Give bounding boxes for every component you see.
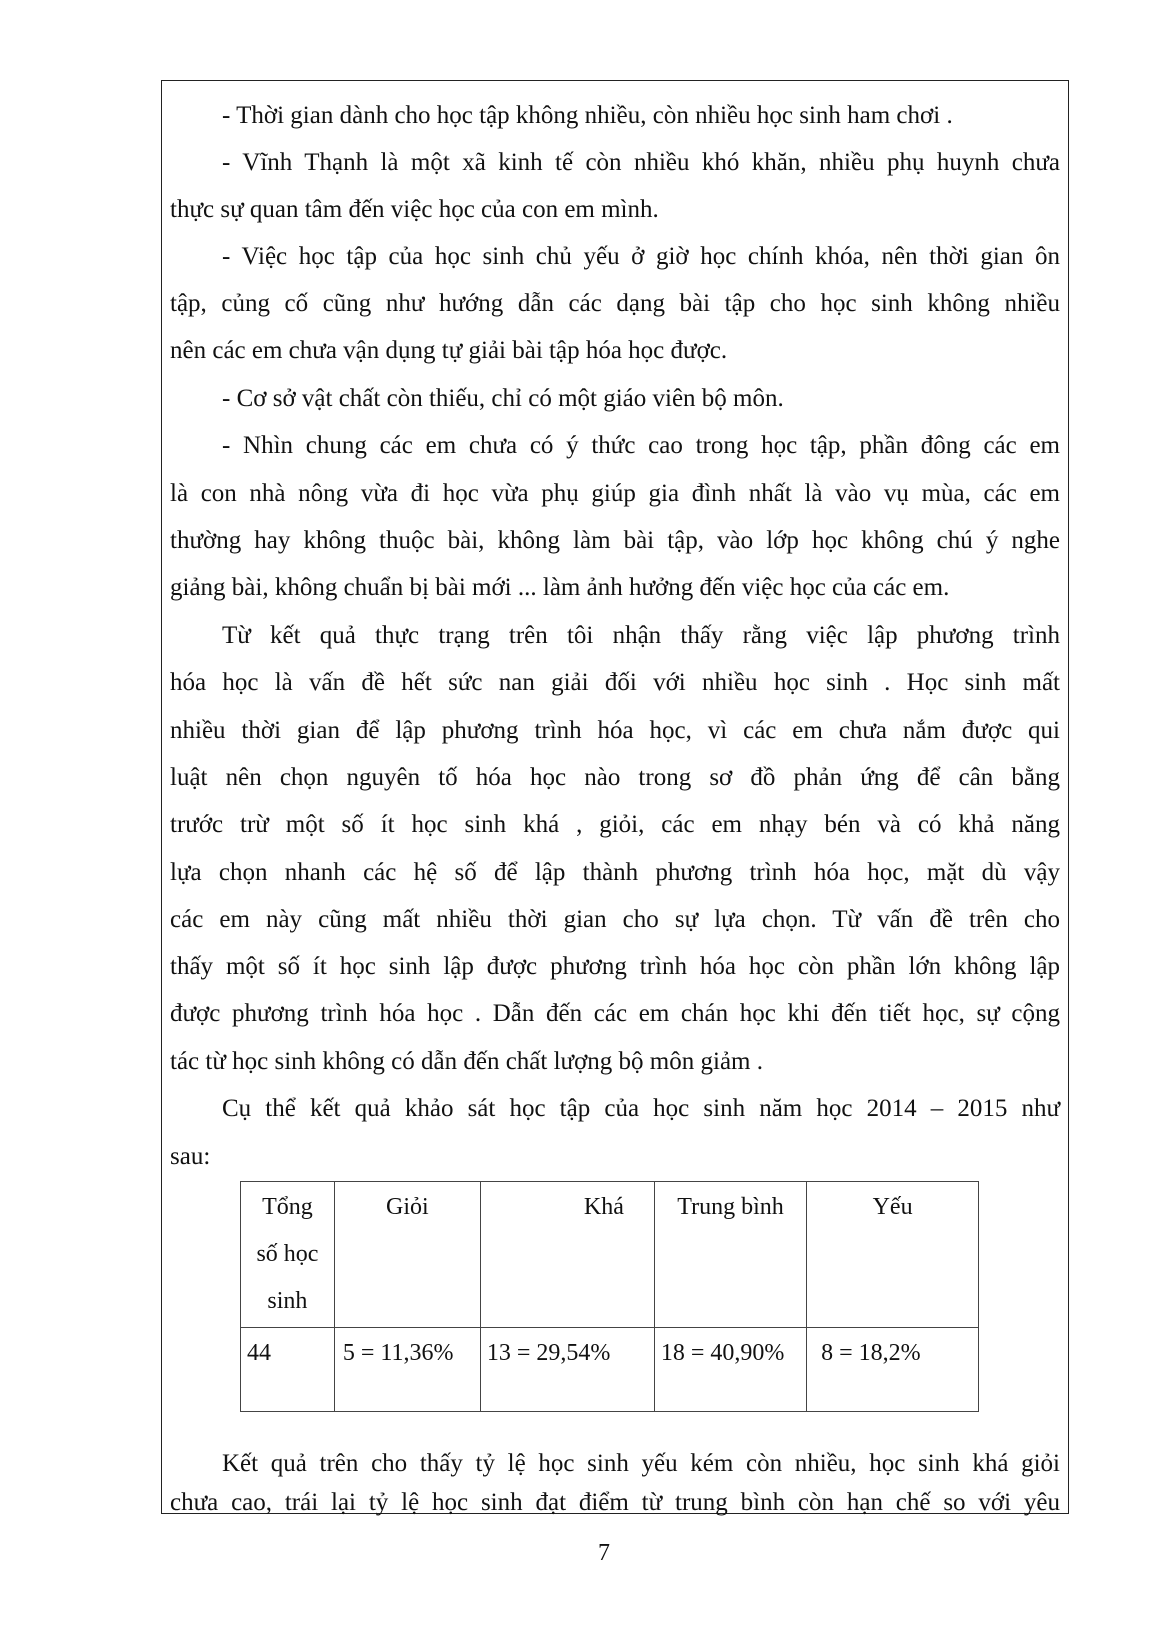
text-line: sau:	[170, 1143, 211, 1170]
text-line: thấy một số ít học sinh lập được phương trình hóa học còn phần lớn không lập	[170, 953, 1060, 980]
header-total-line: số học	[256, 1241, 319, 1267]
text-line: chưa cao, trái lại tỷ lệ học sinh đạt điểm từ trung bình còn hạn chế so với yêu	[170, 1489, 1060, 1516]
text-line: Kết quả trên cho thấy tỷ lệ học sinh yếu kém còn nhiều, học sinh khá giỏi	[222, 1450, 1060, 1477]
table-row	[241, 1328, 979, 1412]
cell-gioi: 5 = 11,36%	[334, 1328, 480, 1412]
text-line: nhiều thời gian để lập phương trình hóa học, vì các em chưa nắm được qui	[170, 717, 1060, 744]
header-total-line: Tổng	[262, 1194, 313, 1220]
text-line: thực sự quan tâm đến việc học của con em mình.	[170, 196, 659, 223]
text-line: thường hay không thuộc bài, không làm bài tập, vào lớp học không chú ý nghe	[170, 527, 1060, 554]
header-cell-trung-binh: Trung bình	[654, 1182, 806, 1328]
text-line: hóa học là vấn đề hết sức nan giải đối với nhiều học sinh . Học sinh mất	[170, 669, 1060, 696]
header-cell-kha: Khá	[480, 1182, 654, 1328]
text-line: - Cơ sở vật chất còn thiếu, chỉ có một giáo viên bộ môn.	[222, 385, 784, 412]
header-cell-gioi: Giỏi	[334, 1182, 480, 1328]
cell-total: 44	[241, 1328, 335, 1412]
text-line: - Việc học tập của học sinh chủ yếu ở giờ học chính khóa, nên thời gian ôn	[222, 243, 1060, 270]
page-number: 7	[598, 1540, 610, 1566]
text-line: được phương trình hóa học . Dẫn đến các em chán học khi đến tiết học, sự cộng	[170, 1000, 1060, 1027]
text-line: tập, củng cố cũng như hướng dẫn các dạng bài tập cho học sinh không nhiều	[170, 290, 1060, 317]
text-line: - Vĩnh Thạnh là một xã kinh tế còn nhiều khó khăn, nhiều phụ huynh chưa	[222, 149, 1060, 176]
text-line: tác từ học sinh không có dẫn đến chất lượng bộ môn giảm .	[170, 1048, 763, 1075]
text-line: là con nhà nông vừa đi học vừa phụ giúp gia đình nhất là vào vụ mùa, các em	[170, 480, 1060, 507]
header-total-line: sinh	[267, 1288, 308, 1314]
survey-results-table	[240, 1181, 979, 1412]
text-line: các em này cũng mất nhiều thời gian cho sự lựa chọn. Từ vấn đề trên cho	[170, 906, 1060, 933]
text-line: Từ kết quả thực trạng trên tôi nhận thấy rằng việc lập phương trình	[222, 622, 1060, 649]
cell-kha: 13 = 29,54%	[480, 1328, 654, 1412]
text-line: trước trừ một số ít học sinh khá , giỏi, các em nhạy bén và có khả năng	[170, 811, 1060, 838]
text-line: - Thời gian dành cho học tập không nhiều, còn nhiều học sinh ham chơi .	[222, 102, 953, 129]
text-line: Cụ thể kết quả khảo sát học tập của học sinh năm học 2014 – 2015 như	[222, 1095, 1060, 1122]
text-line: lựa chọn nhanh các hệ số để lập thành phương trình hóa học, mặt dù vậy	[170, 859, 1060, 886]
header-cell-total	[241, 1182, 335, 1328]
table-header-row	[241, 1182, 979, 1328]
header-cell-yeu: Yếu	[807, 1182, 979, 1328]
text-line: nên các em chưa vận dụng tự giải bài tập hóa học được.	[170, 337, 728, 364]
text-line: - Nhìn chung các em chưa có ý thức cao trong học tập, phần đông các em	[222, 432, 1060, 459]
text-line: giảng bài, không chuẩn bị bài mới ... làm ảnh hưởng đến việc học của các em.	[170, 574, 950, 601]
cell-yeu: 8 = 18,2%	[807, 1328, 979, 1412]
cell-trung-binh: 18 = 40,90%	[654, 1328, 806, 1412]
text-line: luật nên chọn nguyên tố hóa học nào trong sơ đồ phản ứng để cân bằng	[170, 764, 1060, 791]
